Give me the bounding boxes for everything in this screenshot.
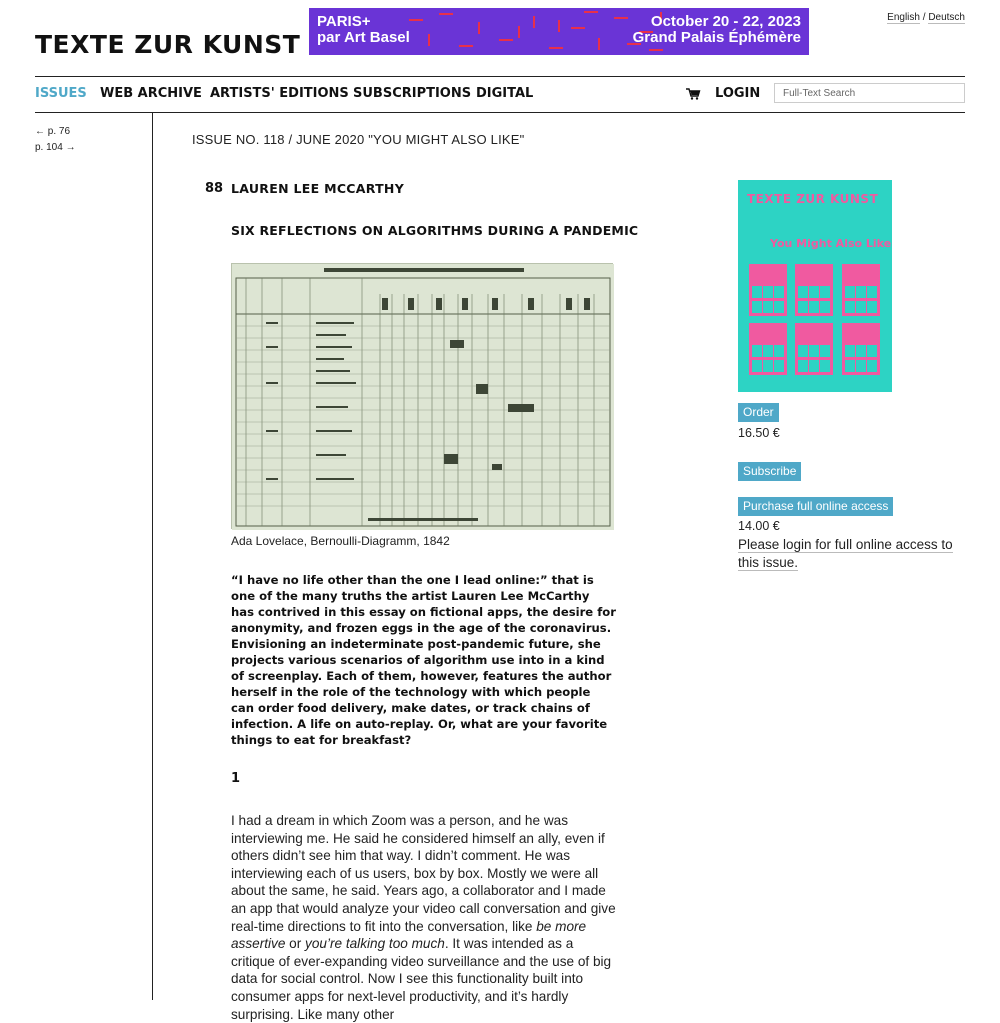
- issue-cover[interactable]: [738, 180, 892, 392]
- banner-left-line2: par Art Basel: [317, 29, 410, 46]
- column-divider: [152, 113, 153, 1000]
- online-access-price: 14.00 €: [738, 519, 780, 533]
- order-price: 16.50 €: [738, 426, 780, 440]
- article-page-number: 88: [205, 181, 224, 196]
- order-button[interactable]: Order: [738, 403, 779, 422]
- ad-banner[interactable]: [309, 8, 809, 55]
- body-text-1: I had a dream in which Zoom was a person, and he was interviewing me. He said he considered himself an ally, even if others didn’t see him that way. I didn’t comment. He was interviewing each of us users, box by box. Mostly we were all about the same, he said. Years ago, a collaborator and I made an app that would analyze your video call conversation and give real-time directions to fit into the conversation, like: [231, 813, 616, 934]
- language-switcher: [887, 12, 965, 23]
- lang-english-link[interactable]: English: [887, 12, 920, 23]
- cover-window-graphic: [795, 323, 833, 375]
- body-emphasis-1: be more assertive: [231, 918, 587, 952]
- nav-web-archive[interactable]: WEB ARCHIVE: [100, 86, 202, 101]
- lang-separator: /: [922, 12, 926, 23]
- next-page-link[interactable]: p. 104 →: [35, 142, 76, 153]
- nav-login[interactable]: LOGIN: [715, 86, 761, 101]
- cover-window-graphic: [749, 323, 787, 375]
- lang-deutsch-link[interactable]: Deutsch: [928, 12, 965, 23]
- login-note[interactable]: [738, 536, 970, 571]
- article-lead: “I have no life other than the one I lead online:” that is one of the many truths the artist Lauren Lee McCarthy has contrived in this essay on fictional apps, the desire for anonymity, and frozen eggs in the age of the coronavirus. Envisioning an indeterminate post-pandemic future, she projects various scenarios of algorithm use into in a kind of screenplay. Each of them, however, features the author herself in the role of the technology with which people can order food delivery, make dates, or track chains of infection. A life on auto-replay. Or, what are your favorite things to eat for breakfast?: [231, 573, 616, 747]
- main-nav: [35, 76, 965, 113]
- cover-window-graphic: [749, 264, 787, 316]
- page-pager: [35, 124, 76, 156]
- body-emphasis-2: you’re talking too much: [305, 936, 445, 952]
- prev-page-link[interactable]: ← p. 76: [35, 126, 71, 137]
- cart-icon[interactable]: [686, 88, 700, 100]
- nav-issues[interactable]: ISSUES: [35, 86, 87, 101]
- cover-window-graphic: [842, 323, 880, 375]
- cover-window-graphic: [842, 264, 880, 316]
- article-figure: [231, 263, 613, 529]
- banner-right-line2: Grand Palais Éphémère: [632, 29, 801, 46]
- purchase-online-access-button[interactable]: Purchase full online access: [738, 497, 893, 516]
- section-number: 1: [231, 771, 241, 786]
- body-text-3: . It was intended as a critique of ever-expanding video surveillance and the use of big data for social control. Now I see this functionality built into consumer apps for next-level productivity, and it’s hardly surprising. Like many other: [231, 936, 612, 1022]
- article-author: LAUREN LEE MCCARTHY: [231, 181, 405, 196]
- login-note-text[interactable]: Please login for full online access to this issue.: [738, 537, 953, 570]
- cover-window-graphic: [795, 264, 833, 316]
- body-text-2: or: [285, 936, 306, 952]
- nav-subscriptions[interactable]: SUBSCRIPTIONS: [353, 86, 472, 101]
- issue-heading[interactable]: ISSUE NO. 118 / JUNE 2020 "YOU MIGHT ALSO LIKE": [192, 132, 525, 147]
- site-logo[interactable]: TEXTE ZUR KUNST: [35, 30, 301, 59]
- cover-title: TEXTE ZUR KUNST: [747, 192, 879, 206]
- nav-digital[interactable]: DIGITAL: [476, 86, 534, 101]
- article-body: [231, 812, 616, 1023]
- subscribe-button[interactable]: Subscribe: [738, 462, 801, 481]
- banner-right-line1: October 20 - 22, 2023: [650, 13, 801, 30]
- search-input[interactable]: [774, 83, 965, 103]
- bernoulli-diagram-image: [232, 264, 614, 530]
- figure-caption: Ada Lovelace, Bernoulli-Diagramm, 1842: [231, 534, 450, 548]
- article-title: SIX REFLECTIONS ON ALGORITHMS DURING A PANDEMIC: [231, 223, 639, 238]
- banner-left-text: [317, 14, 410, 46]
- banner-left-line1: PARIS+: [317, 13, 371, 30]
- banner-right-text: [633, 14, 801, 46]
- nav-artists-editions[interactable]: ARTISTS' EDITIONS: [210, 86, 349, 101]
- cover-subtitle: You Might Also Like: [770, 237, 892, 250]
